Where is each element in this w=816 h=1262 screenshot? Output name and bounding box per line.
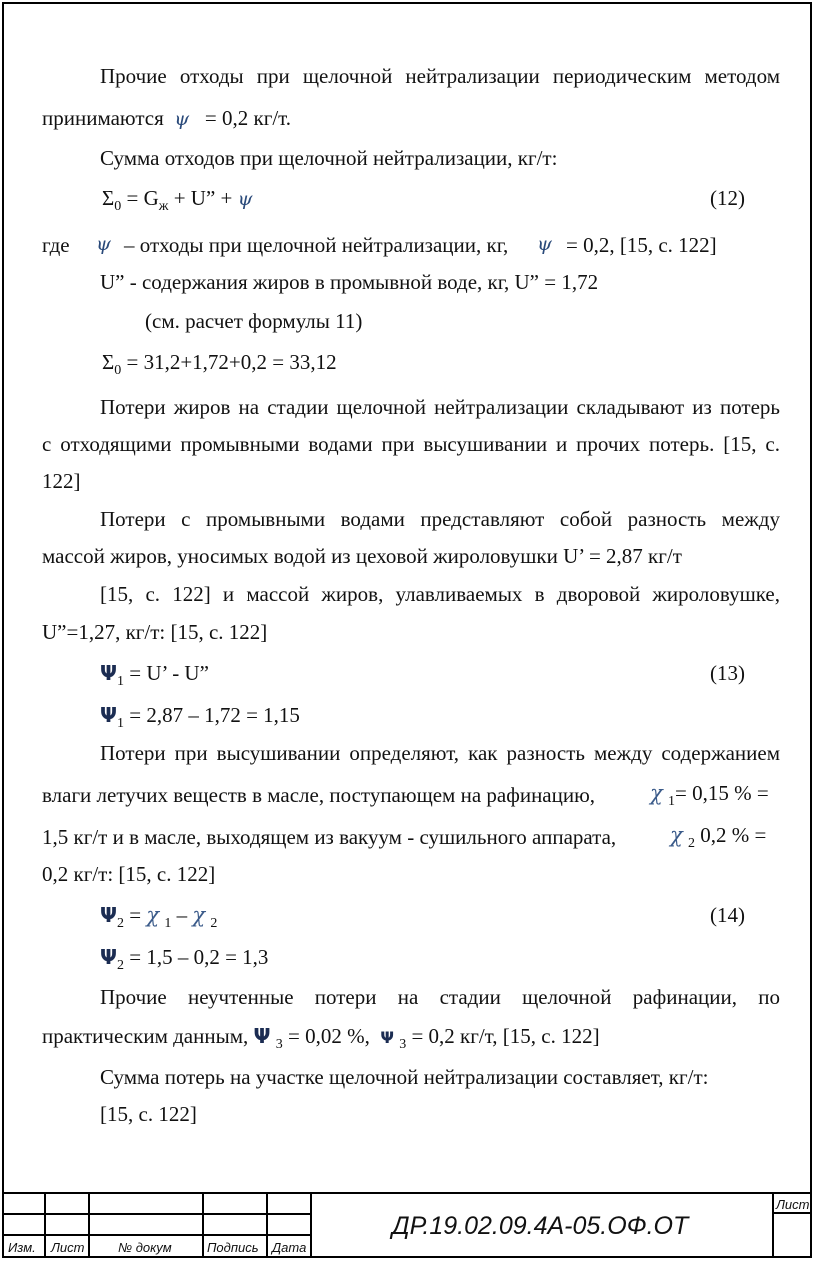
psi-symbol: ψ <box>237 188 253 210</box>
paragraph-line: Прочие отходы при щелочной нейтрализации периодическим методом <box>100 64 780 88</box>
stamp-label-dokum: № докум <box>118 1240 172 1255</box>
paragraph-line: массой жиров, уносимых водой из цеховой жироловушки U’ = 2,87 кг/т <box>42 544 682 568</box>
paragraph-line: 122] <box>42 469 81 493</box>
paragraph-line: Потери при высушивании определяют, как разность между содержанием <box>100 741 780 765</box>
formula-13: $\Psi_1 = U$’ - U” <box>100 661 209 689</box>
chi-value: χ $_1$= 0,15 % = <box>650 781 769 809</box>
paragraph-line: Сумма потерь на участке щелочной нейтрализации составляет, кг/т: <box>100 1065 709 1089</box>
psi-symbol: Ψ <box>100 703 117 727</box>
formula-number: (14) <box>710 903 745 927</box>
chi-value: χ $_2$ 0,2 % = <box>670 823 767 851</box>
paragraph-line: Потери с промывными водами представляют собой разность между <box>100 507 780 531</box>
formula-number: (13) <box>710 661 745 685</box>
where-text: – отходы при щелочной нейтрализации, кг, <box>124 233 509 257</box>
stamp-line <box>772 1192 774 1258</box>
formula-number: (12) <box>710 186 745 210</box>
stamp-label-podpis: Подпись <box>207 1240 259 1255</box>
paragraph-line: (см. расчет формулы 11) <box>145 309 363 333</box>
psi-symbol: Ψ <box>100 661 117 685</box>
where-label: где <box>42 233 70 257</box>
stamp-line <box>772 1212 812 1214</box>
paragraph-line: влаги летучих веществ в масле, поступающем на рафинацию, <box>42 783 596 807</box>
psi-symbol: ψ <box>174 108 190 130</box>
paragraph-line: практическим данным, Ψ $_3$ = 0,02 %, Ψ $_3$ = 0,2 кг/т, [15, с. 122] <box>42 1024 600 1052</box>
psi-symbol: Ψ <box>253 1024 271 1048</box>
paragraph-line: [15, с. 122] и массой жиров, улавливаемых в дворовой жироловушке, <box>100 582 780 606</box>
paragraph-line: U” - содержания жиров в промывной воде, кг, U” = 1,72 <box>100 270 599 294</box>
stamp-line <box>44 1192 46 1258</box>
title-block <box>2 1192 812 1258</box>
paragraph-line: с отходящими промывными водами при высушивании и прочих потерь. [15, с. <box>42 432 780 456</box>
paragraph-line: [15, с. 122] <box>100 1102 197 1126</box>
paragraph-line: принимаются ψ = 0,2 кг/т. <box>42 106 291 130</box>
stamp-line <box>2 1192 812 1194</box>
paragraph-line: Потери жиров на стадии щелочной нейтрализации складывают из потерь <box>100 395 780 419</box>
psi-symbol: ψ <box>96 233 111 255</box>
paragraph-line: Прочие неучтенные потери на стадии щелочной рафинации, по <box>100 985 780 1009</box>
calc-13: $\Psi_1 = 2,87 - 1,72 = 1,15$ <box>100 703 300 731</box>
calc-14: $\Psi_2 = 1,5 - 0,2 = 1,3$ <box>100 945 269 973</box>
psi-symbol: Ψ <box>380 1028 394 1047</box>
stamp-line <box>202 1192 204 1258</box>
document-code: ДР.19.02.09.4А-05.ОФ.ОТ <box>392 1212 689 1240</box>
paragraph-line: 0,2 кг/т: [15, с. 122] <box>42 862 216 886</box>
stamp-label-sheet: Лист <box>776 1197 810 1212</box>
psi-symbol: Ψ <box>100 903 117 927</box>
stamp-label-izm: Изм. <box>8 1240 36 1255</box>
stamp-line <box>310 1192 312 1258</box>
paragraph-line: U”=1,27, кг/т: [15, с. 122] <box>42 620 268 644</box>
psi-symbol: Ψ <box>100 945 117 969</box>
stamp-label-list: Лист <box>51 1240 85 1255</box>
formula-12: $\Sigma_0 = G_ж + U$” + ψ <box>102 186 253 214</box>
stamp-label-data: Дата <box>272 1240 307 1255</box>
stamp-line <box>88 1192 90 1258</box>
where-value: = 0,2, [15, с. 122] <box>566 233 717 257</box>
paragraph-line: Сумма отходов при щелочной нейтрализации, кг/т: <box>100 146 558 170</box>
stamp-line <box>266 1192 268 1258</box>
calc-sigma: $\Sigma_0 = 31,2+1,72+0,2 = 33,12$ <box>102 350 337 378</box>
psi-symbol: ψ <box>537 233 552 255</box>
paragraph-line: 1,5 кг/т и в масле, выходящем из вакуум - сушильного аппарата, <box>42 825 617 849</box>
formula-14: $\Psi_2 = \chi$ $_1$ – χ $_2$ <box>100 903 218 931</box>
